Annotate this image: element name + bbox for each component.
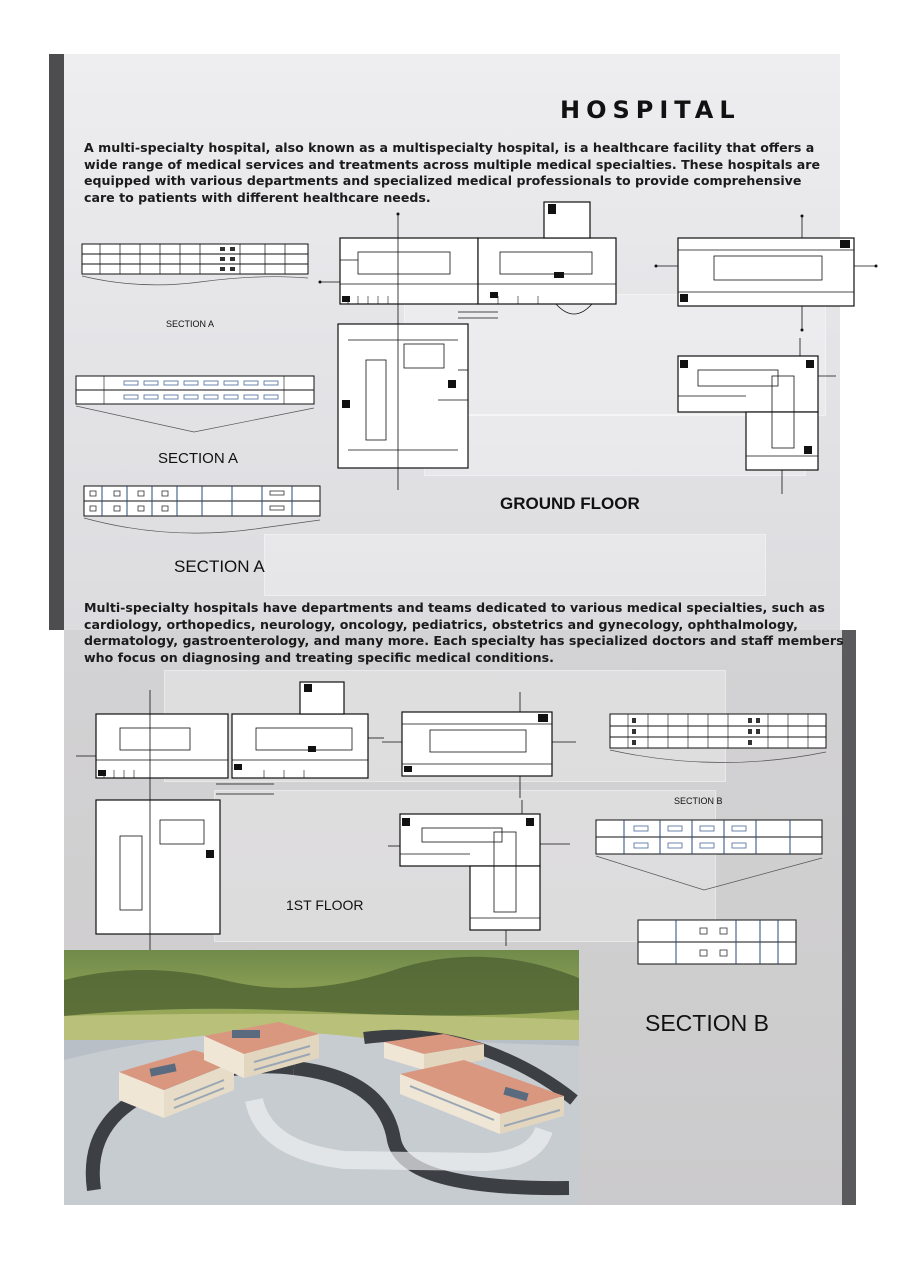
- ground-floor-label: GROUND FLOOR: [500, 494, 640, 513]
- section-a-label-small: SECTION A: [166, 319, 215, 329]
- section-a-label-large: SECTION A: [174, 557, 265, 576]
- accent-bar-left: [49, 54, 64, 630]
- page-title: HOSPITAL: [560, 96, 741, 124]
- section-a-drawing-1: [80, 242, 312, 292]
- ground-floor-plan-right-bottom: [676, 336, 836, 496]
- section-b-drawing-2: [594, 818, 826, 892]
- site-render-image: [64, 950, 579, 1205]
- first-floor-plan-right-top: [380, 690, 580, 800]
- ground-floor-plan-right-top: [654, 210, 880, 340]
- ground-floor-plan-main: [318, 200, 624, 490]
- first-floor-label: 1ST FLOOR: [286, 897, 364, 913]
- accent-bar-right: [842, 630, 856, 1205]
- section-b-label-large: SECTION B: [645, 1010, 769, 1036]
- section-a-drawing-3: [82, 484, 322, 544]
- specialties-paragraph: Multi-specialty hospitals have departments and teams dedicated to various medical specialties, such as cardiology, orthopedics, neurology, oncology, pediatrics, obstetrics and gynecology, ophthalmology, dermatology, gastroenterology, and many more. Each specialty has specialized doctors and staff members who focus on diagnosing and treating specific medical conditions.: [84, 600, 844, 665]
- section-b-drawing-3: [636, 918, 800, 968]
- section-b-drawing-1: [608, 712, 830, 804]
- section-a-label-mid: SECTION A: [158, 450, 239, 467]
- first-floor-plan-right-bottom: [386, 798, 572, 948]
- intro-paragraph: A multi-specialty hospital, also known as a multispecialty hospital, is a healthcare facility that offers a wide range of medical services and treatments across multiple medical specialties. These hospitals are equipped with various departments and specialized medical professionals to provide comprehensive care to patients with different healthcare needs.: [84, 140, 821, 205]
- section-a-drawing-2: [74, 374, 318, 434]
- section-b-label-small: SECTION B: [674, 796, 723, 804]
